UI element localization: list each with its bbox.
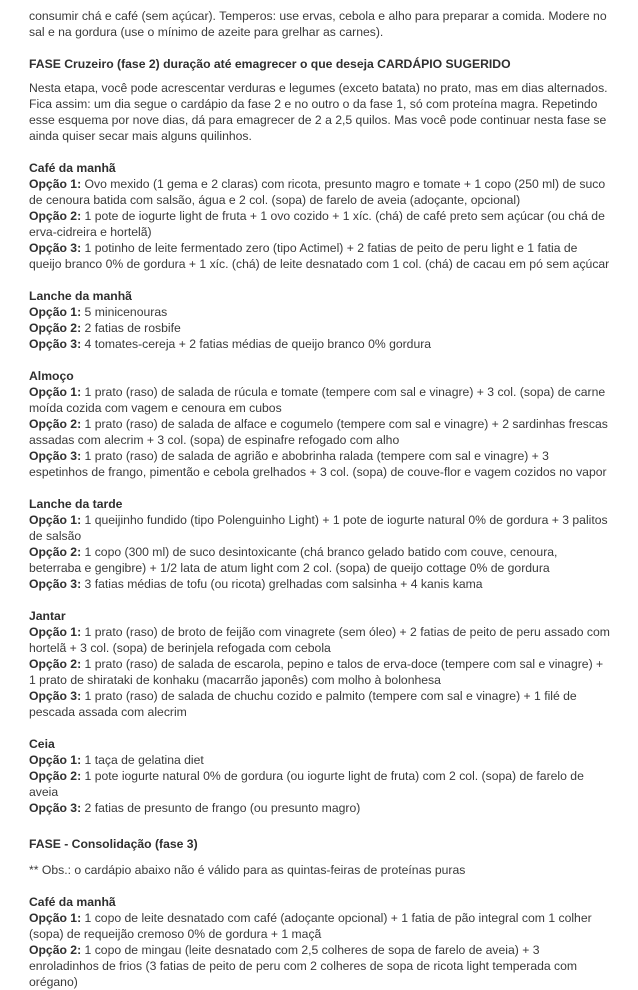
option-label: Opção 2: xyxy=(29,545,82,559)
option-text: 1 prato (raso) de salada de rúcula e tomate (tempere com sal e vinagre) + 3 col. (sopa) de carne moída cozida com vagem e cenoura em cubos xyxy=(29,385,606,415)
option-label: Opção 2: xyxy=(29,657,82,671)
option-text: 1 taça de gelatina diet xyxy=(84,753,204,767)
meal-option xyxy=(29,768,610,800)
option-text: 1 prato (raso) de salada de chuchu cozido e palmito (tempere com sal e vinagre) + 1 filé de pescada assada com alecrim xyxy=(29,689,577,719)
meal-dinner xyxy=(29,608,610,720)
meal-option xyxy=(29,624,610,656)
option-label: Opção 1: xyxy=(29,911,82,925)
phase3-heading: FASE - Consolidação (fase 3) xyxy=(29,837,198,851)
option-text: 1 prato (raso) de salada de agrião e abobrinha ralada (tempere com sal e vinagre) + 3 espetinhos de frango, pimentão e cebola grelhados + 3 col. (sopa) de couve-flor e vagem cozidos no vapor xyxy=(29,449,607,479)
option-text: 1 pote iogurte natural 0% de gordura (ou iogurte light de fruta) com 2 col. (sopa) de farelo de aveia xyxy=(29,769,584,799)
option-text: 1 prato (raso) de broto de feijão com vinagrete (sem óleo) + 2 fatias de peito de peru assado com hortelã + 3 col. (sopa) de berinjela refogada com cebola xyxy=(29,625,610,655)
meal-option xyxy=(29,336,610,352)
intro-paragraph: consumir chá e café (sem açúcar). Temperos: use ervas, cebola e alho para preparar a comida. Modere no sal e na gordura (use o mínimo de azeite para grelhar as carnes). xyxy=(29,9,607,39)
option-text: 3 fatias médias de tofu (ou ricota) grelhadas com salsinha + 4 kanis kama xyxy=(84,577,483,591)
phase2-heading: FASE Cruzeiro (fase 2) duração até emagrecer o que deseja CARDÁPIO SUGERIDO xyxy=(29,57,511,71)
meal-supper xyxy=(29,736,610,816)
option-text: 1 prato (raso) de salada de alface e cogumelo (tempere com sal e vinagre) + 2 sardinhas frescas assadas com alecrim + 3 col. (sopa) de espinafre refogado com alho xyxy=(29,417,608,447)
meal-option xyxy=(29,512,610,544)
option-label: Opção 1: xyxy=(29,625,82,639)
option-label: Opção 1: xyxy=(29,385,82,399)
option-text: 1 prato (raso) de salada de escarola, pepino e talos de erva-doce (tempere com sal e vinagre) + 1 prato de shirataki de konhaku (macarrão japonês) com molho à bolonhesa xyxy=(29,657,604,687)
meal-breakfast xyxy=(29,160,610,272)
option-text: 1 copo de mingau (leite desnatado com 2,5 colheres de sopa de farelo de aveia) + 3 enroladinhos de frios (3 fatias de peito de peru com 2 colheres de sopa de ricota light temperada com orégano) xyxy=(29,943,578,989)
option-label: Opção 3: xyxy=(29,689,82,703)
meal-option xyxy=(29,688,610,720)
meal-option xyxy=(29,176,610,208)
meal-heading: Café da manhã xyxy=(29,895,116,909)
meal-afternoon-snack xyxy=(29,496,610,592)
option-text: 2 fatias de rosbife xyxy=(84,321,181,335)
meal-option xyxy=(29,240,610,272)
meal-option xyxy=(29,384,610,416)
meal-heading: Jantar xyxy=(29,609,66,623)
meal-heading: Lanche da manhã xyxy=(29,289,132,303)
option-text: 1 copo de leite desnatado com café (adoçante opcional) + 1 fatia de pão integral com 1 colher (sopa) de requeijão cremoso 0% de gordura + 1 maçã xyxy=(29,911,592,941)
meal-heading: Café da manhã xyxy=(29,161,116,175)
option-label: Opção 2: xyxy=(29,321,82,335)
meal-option xyxy=(29,448,610,480)
meal-option xyxy=(29,544,610,576)
option-label: Opção 3: xyxy=(29,241,82,255)
meal-option xyxy=(29,208,610,240)
meal-option xyxy=(29,942,610,990)
option-label: Opção 2: xyxy=(29,209,82,223)
meal-option xyxy=(29,910,610,942)
phase3-breakfast xyxy=(29,894,610,990)
meal-heading: Almoço xyxy=(29,369,74,383)
meal-heading: Lanche da tarde xyxy=(29,497,123,511)
phase3-note: ** Obs.: o cardápio abaixo não é válido para as quintas-feiras de proteínas puras xyxy=(29,863,466,877)
meal-morning-snack xyxy=(29,288,610,352)
option-label: Opção 1: xyxy=(29,753,82,767)
option-label: Opção 3: xyxy=(29,577,82,591)
meal-option xyxy=(29,416,610,448)
meal-option xyxy=(29,656,610,688)
option-label: Opção 3: xyxy=(29,337,82,351)
meal-heading: Ceia xyxy=(29,737,55,751)
meal-option xyxy=(29,576,610,592)
option-text: 1 queijinho fundido (tipo Polenguinho Light) + 1 pote de iogurte natural 0% de gordura + 3 palitos de salsão xyxy=(29,513,608,543)
meal-option xyxy=(29,800,610,816)
option-text: 5 minicenouras xyxy=(84,305,168,319)
option-label: Opção 1: xyxy=(29,305,82,319)
option-label: Opção 3: xyxy=(29,449,82,463)
option-text: 1 pote de iogurte light de fruta + 1 ovo cozido + 1 xíc. (chá) de café preto sem açúcar (ou chá de erva-cidreira e hortelã) xyxy=(29,209,605,239)
meal-option xyxy=(29,752,610,768)
option-label: Opção 2: xyxy=(29,943,82,957)
option-label: Opção 1: xyxy=(29,513,82,527)
phase2-paragraph: Nesta etapa, você pode acrescentar verduras e legumes (exceto batata) no prato, mas em dias alternados. Fica assim: um dia segue o cardápio da fase 2 e no outro o da fase 1, só com proteína magra. Repetindo esse esquema por nove dias, dá para emagrecer de 2 a 2,5 quilos. Mas você pode continuar nesta fase se ainda quiser secar mais alguns quilinhos. xyxy=(29,81,608,143)
option-text: 1 copo (300 ml) de suco desintoxicante (chá branco gelado batido com couve, cenoura, beterraba e gengibre) + 1/2 lata de atum light com 2 col. (sopa) de queijo cottage 0% de gordura xyxy=(29,545,558,575)
option-label: Opção 2: xyxy=(29,769,82,783)
meal-lunch xyxy=(29,368,610,480)
meal-option xyxy=(29,304,610,320)
option-label: Opção 1: xyxy=(29,177,82,191)
meal-option xyxy=(29,320,610,336)
option-label: Opção 2: xyxy=(29,417,82,431)
option-text: 1 potinho de leite fermentado zero (tipo Actimel) + 2 fatias de peito de peru light e 1 fatia de queijo branco 0% de gordura + 1 xíc. (chá) de leite desnatado com 1 col. (chá) de cacau em pó sem açúcar xyxy=(29,241,610,271)
option-text: 2 fatias de presunto de frango (ou presunto magro) xyxy=(84,801,361,815)
option-text: 4 tomates-cereja + 2 fatias médias de queijo branco 0% gordura xyxy=(84,337,432,351)
option-text: Ovo mexido (1 gema e 2 claras) com ricota, presunto magro e tomate + 1 copo (250 ml) de suco de cenoura batida com salsão, água e 2 col. (sopa) de farelo de aveia (adoçante, opcional) xyxy=(29,177,606,207)
option-label: Opção 3: xyxy=(29,801,82,815)
